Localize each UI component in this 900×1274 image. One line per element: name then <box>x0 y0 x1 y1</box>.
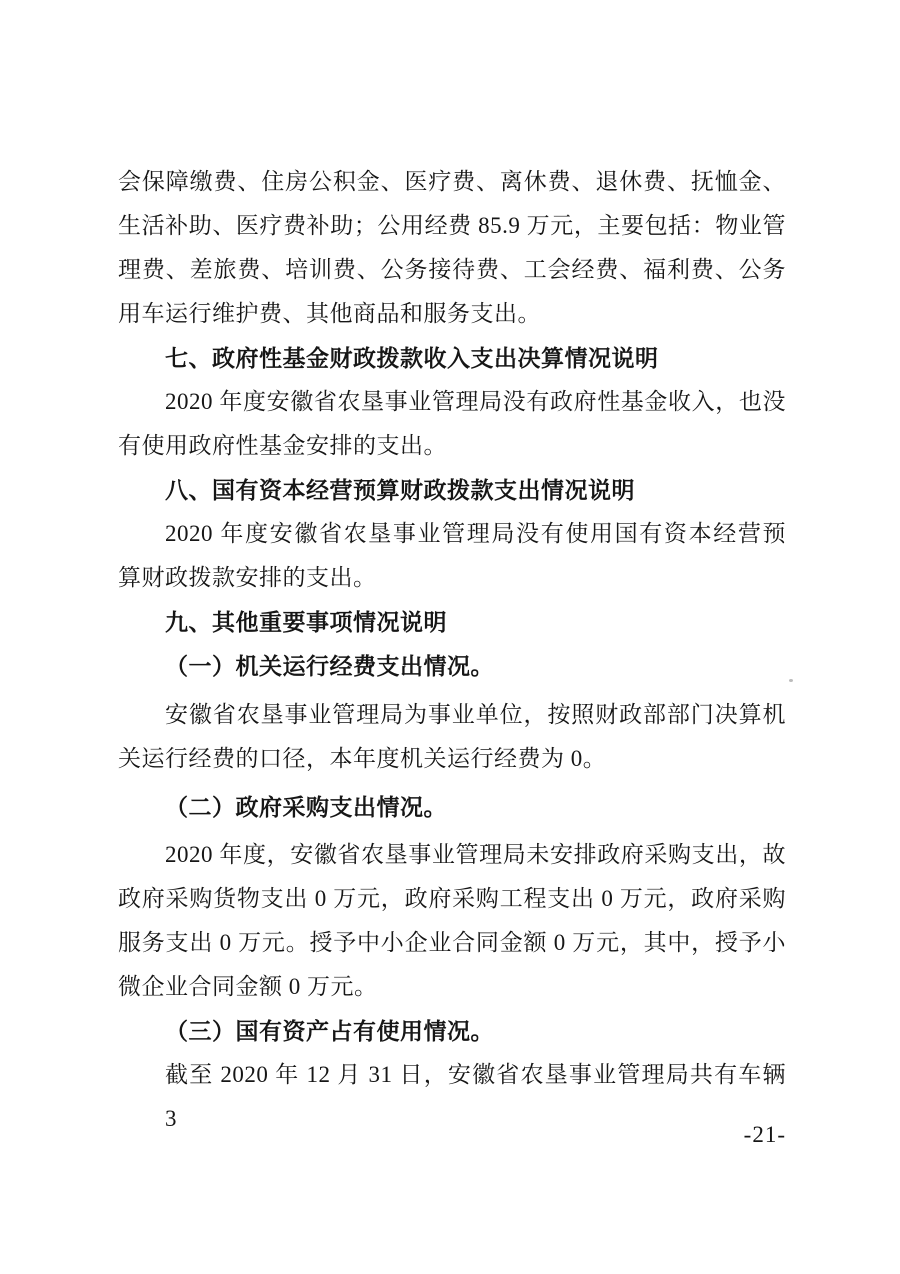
subsection-3-heading: （三）国有资产占有使用情况。 <box>165 1018 494 1044</box>
body-line: 理费、差旅费、培训费、公务接待费、工会经费、福利费、公务 <box>118 257 786 282</box>
body-line: 算财政拨款安排的支出。 <box>118 565 377 590</box>
section-8-heading: 八、国有资本经营预算财政拨款支出情况说明 <box>165 477 635 503</box>
document-body <box>118 160 786 1131</box>
body-line: 微企业合同金额 0 万元。 <box>118 974 378 999</box>
body-line: 安徽省农垦事业管理局为事业单位，按照财政部部门决算机 <box>165 702 786 727</box>
section-7-heading: 七、政府性基金财政拨款收入支出决算情况说明 <box>165 345 659 371</box>
body-line: 服务支出 0 万元。授予中小企业合同金额 0 万元，其中，授予小 <box>118 930 786 955</box>
body-line: 2020 年度安徽省农垦事业管理局没有政府性基金收入，也没 <box>165 389 786 414</box>
subsection-1-heading: （一）机关运行经费支出情况。 <box>165 653 494 679</box>
body-line: 2020 年度安徽省农垦事业管理局没有使用国有资本经营预 <box>165 521 786 546</box>
page-number: -21- <box>743 1122 786 1147</box>
body-line: 生活补助、医疗费补助；公用经费 85.9 万元，主要包括：物业管 <box>118 213 786 238</box>
body-line: 用车运行维护费、其他商品和服务支出。 <box>118 301 541 326</box>
body-line: 政府采购货物支出 0 万元，政府采购工程支出 0 万元，政府采购 <box>118 886 786 911</box>
body-line: 关运行经费的口径，本年度机关运行经费为 0。 <box>118 746 607 771</box>
section-9-heading: 九、其他重要事项情况说明 <box>165 609 447 635</box>
scan-artifact <box>789 679 793 682</box>
body-line: 会保障缴费、住房公积金、医疗费、离休费、退休费、抚恤金、 <box>118 169 786 194</box>
subsection-2-heading: （二）政府采购支出情况。 <box>165 794 447 820</box>
body-line: 2020 年度，安徽省农垦事业管理局未安排政府采购支出，故 <box>165 842 786 867</box>
body-line: 截至 2020 年 12 月 31 日，安徽省农垦事业管理局共有车辆 3 <box>165 1062 786 1131</box>
body-line: 有使用政府性基金安排的支出。 <box>118 433 447 458</box>
